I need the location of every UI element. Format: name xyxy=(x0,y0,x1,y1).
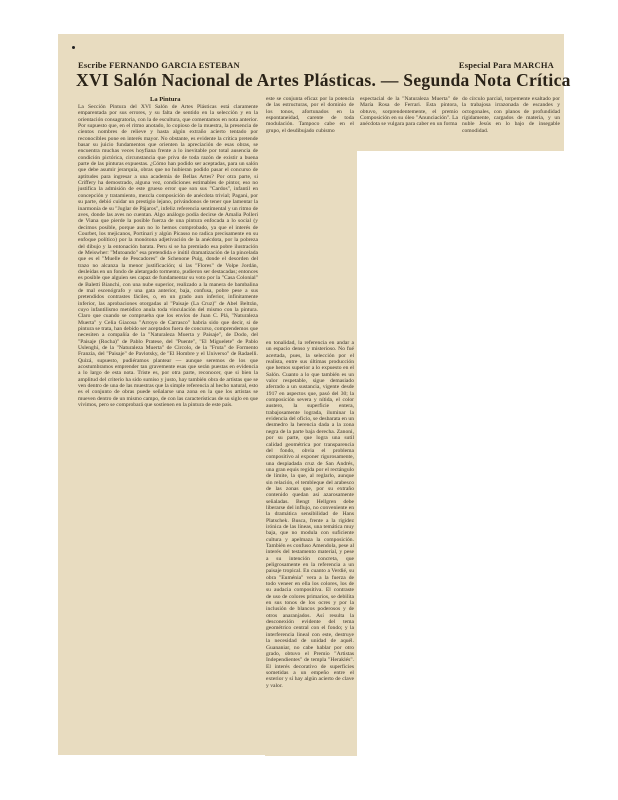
article-column-2-continued xyxy=(266,340,354,754)
article-headline: XVI Salón Nacional de Artes Plásticas. — Segunda Nota Crítica xyxy=(76,70,571,90)
column-1-text: La Sección Pintura del XVI Salón de Artes Plásticas está claramente emparentada por sus errores, y su falta de sentido en la selección y en la orientación consagratoria, con la de escultura, que comentamos en nota anterior. Por supuesto que, en el ritmo anotado, lo copioso de la muestra, la presencia de cientos nombres de relieve y hasta algún extraño acierto tentado por reconocibles pone en interés mayor. No obstante, es evidente la crítica pretende basar su juicio fundamentos que orienten la apreciación de esas obras, se encuentra muchas veces hoyfiana frente a lo inevitable por total ausencia de condición pictórica, circunstancia que priva de toda razón de existir a buena parte de las pinturas expuestas. ¿Cómo han podido ser aceptadas, para un salón que debe asumir jerarquía, obras que no hubieran podido pasar el concurso de aptitudes para ingresar a una academia de Bellas Artes? Por otra parte, si Criffery ha demostrado, alguna vez, condiciones estimables de pintor, eso no justifica la admisión de este grueso error que son sus "Cardos", infantil en concepción y tratamiento, mezcla composición de anécdota trivial; Pagani, por su parte, debió cuidar un prestigio lejano, privándonos de tener que lamentar la inarmonía de su "Juglar de Pájaros", infeliz referencia sentimental y un ritmo de aves, donde las aves no cuentan. Algo análogo podía decirse de Amalia Polleri de Viana que pierde la posible fuerza de una pintura enfocada a lo social (y decimos posible, porque aun no lo hemos comprobado, ya que el interés de Courbet, los mejicanos, Portinari y algún Picasso no radica precisamente en su enfoque político) por la monótona adjetivación de la anécdota, por la pobreza del dibujo y la entonación barata. Peru si se ha premiado esa pobre ilustración de Meiswher: "Mutoando" esa pretendida e inútil dramatización de la pincelada que es el "Muelle de Pescadores" de Schenone Puig, donde el desorden del trazo no alcanza la menor justificación; si las "Flores" de Volpe Jordán, desleídas en un fondo de aletargado tormento, pudieron ser destacadas; entonces es posible que alguien ses capaz de fundamentar su voto por la "Casa Colonial" de Baletti Bianchi, con una nube superior, realizado a la manera de bambalina de mal escenógrafo y una gata anterior, baja, confusa, pobre pese a sus pretendidos contrastes fáciles, o, en un grado aun inferior, infinitamente inferior, las aprobaciones otorgadas al "Paisaje (La Cruz)" de Abel Beltrán, cuyo infantilismo metódico anula toda vinculación del mismo con la pintura. Claro que cuando se comprueba que los envíos de Juan C. Plá, "Naturaleza Muerta" y Celia Giacosa "Arroyo de Carrasco" habría sido que decir, si de pintura se trata, han debido ser aceptados fuera de concurso, comprendemos que necesiten a compañía de la "Naturaleza Muerta y Paisaje", de Dodo, del "Paisaje (Rocha)" de Pablo Pratese, del "Puente", "El Miguelete" de Pablo Uslenghi, de la "Naturaleza Muerta" de Circolo, de la "Fruta" de Formento Franzia, del "Paisaje" de Pavlotsky, de "El Hombre y el Universo" de Radaelli. Quizá, supuesto, pudiéramos plantear — aunque seremos de los que acostumbramos emprender tan gravemente esas que serán puestas en evidencia a lo largo de esta nota. Triste es, por otra parte, reconocer, que si bien la amplitud del criterio ha sido sumiso y justo, hay también obra de artistas que se ven dentro de una de las muestras que la simple referencia al hecho natural, esto es el conjunto de obras puede señalarse una zona en la que los artistas se mueven dentro de un mismo campo, de con las características de su siglo en que vivimos, pero se comprobará que sostienen en la pintura de este país. xyxy=(78,104,258,409)
article-column-2 xyxy=(266,96,354,334)
column-4-text: do círculo parcial, torpemente exaltado por la trabajosa irrazonada de escandes y octogonales, con planos de profundidad rígidamente, cargados de materia, y un nuble Jesús en lo bajo de insegable comodidad. xyxy=(462,96,560,134)
article-column-3 xyxy=(360,96,458,148)
publication-byline: Especial Para MARCHA xyxy=(458,60,554,70)
article-column-4 xyxy=(462,96,560,148)
column-2-text: este se conjunta eficaz por la potencia de las estructuras, por el dominio de los tonos, afortunados en la espontaneidad, carente de toda modulación. Tampoco cabe en el grupo, el desdibujado cubismo xyxy=(266,96,354,134)
article-column-1 xyxy=(78,104,258,754)
section-label: La Pintura xyxy=(150,96,181,103)
punch-mark xyxy=(72,46,75,49)
column-2b-text: en tonalidad, la referencia en andar a un espacio denso y misterioso. No fué acertada, pues, la selección por el realista, entre sus últimas producción que hemos superior a lo expuesto en el Salón. Cuanto a lo que también es un valor respetable, sigue demasiado aferrado a un sustancia, vigente desde 1917 en aspectos que, pasó del 30; la composición severa y nítida, el color austero, la superficie entera, trabajosamente lograda, iluminar la evidencia del oficio, se desbarata en un desmedro la herencia dada a la zona negra de la parte baja derecha. Zanoni, por su parte, que logra una sutil calidad geométrica por transparencia del fondo, obvia el problema compositivo al exponer rigurosamente, una despiadada cruz de San Andrés, una gran equis regida por el rectángulo de límite, la que, al reglarlo, aunque sin relación, el tembleque del arabesco de las zonas que, por su extraño contenido quedan así azarosamente señaladas. Bengt Hellgren debe liberarse del influjo, no conveniente en la dramática sensibilidad de Hans Platschek. Busca, frente a la rigidez irónica de las líneas, una temática muy baja, que no modula con suficiente cultura y apelmaza la composición. También es confuso Amendola, pese al interés del testamento material, y pese a su intención concreta, que peligrosamente en la referencia a un paisaje tropical. En cuanto a Verdié, su obra "Euménia" vera a la fuerza de todo veneer en ella los colores, los de su audacia compositiva. El contraste de uso de colores primarios, se debilita en sus tonos de los ocres y por la inclusión de blancos poderosos y de otros anaranjados. Así resulta la desconexión evidente del tema geométrico central con el fondo; y la interferencia lineal con este, destruye la necesidad de unidad de aquél. Guananiar, no cabe hablar por otro grado, obtuvo el Premio "Artistas Independientes" de templa "Heraklés". El interés decorativo de superficies sometidas a un empeño entre el exterior y sí hay algún acierto de clave y valor. xyxy=(266,340,354,689)
column-3-text: espectacial de la "Naturaleza Muerta" de María Rosa de Ferrari. Esta pintora, obtuvo, sorprendentemente, el premio Composición en su óleo "Anunciación". La anécdota se vulgara para caber en un forma xyxy=(360,96,458,128)
author-byline: Escribe FERNANDO GARCIA ESTEBAN xyxy=(78,60,240,70)
